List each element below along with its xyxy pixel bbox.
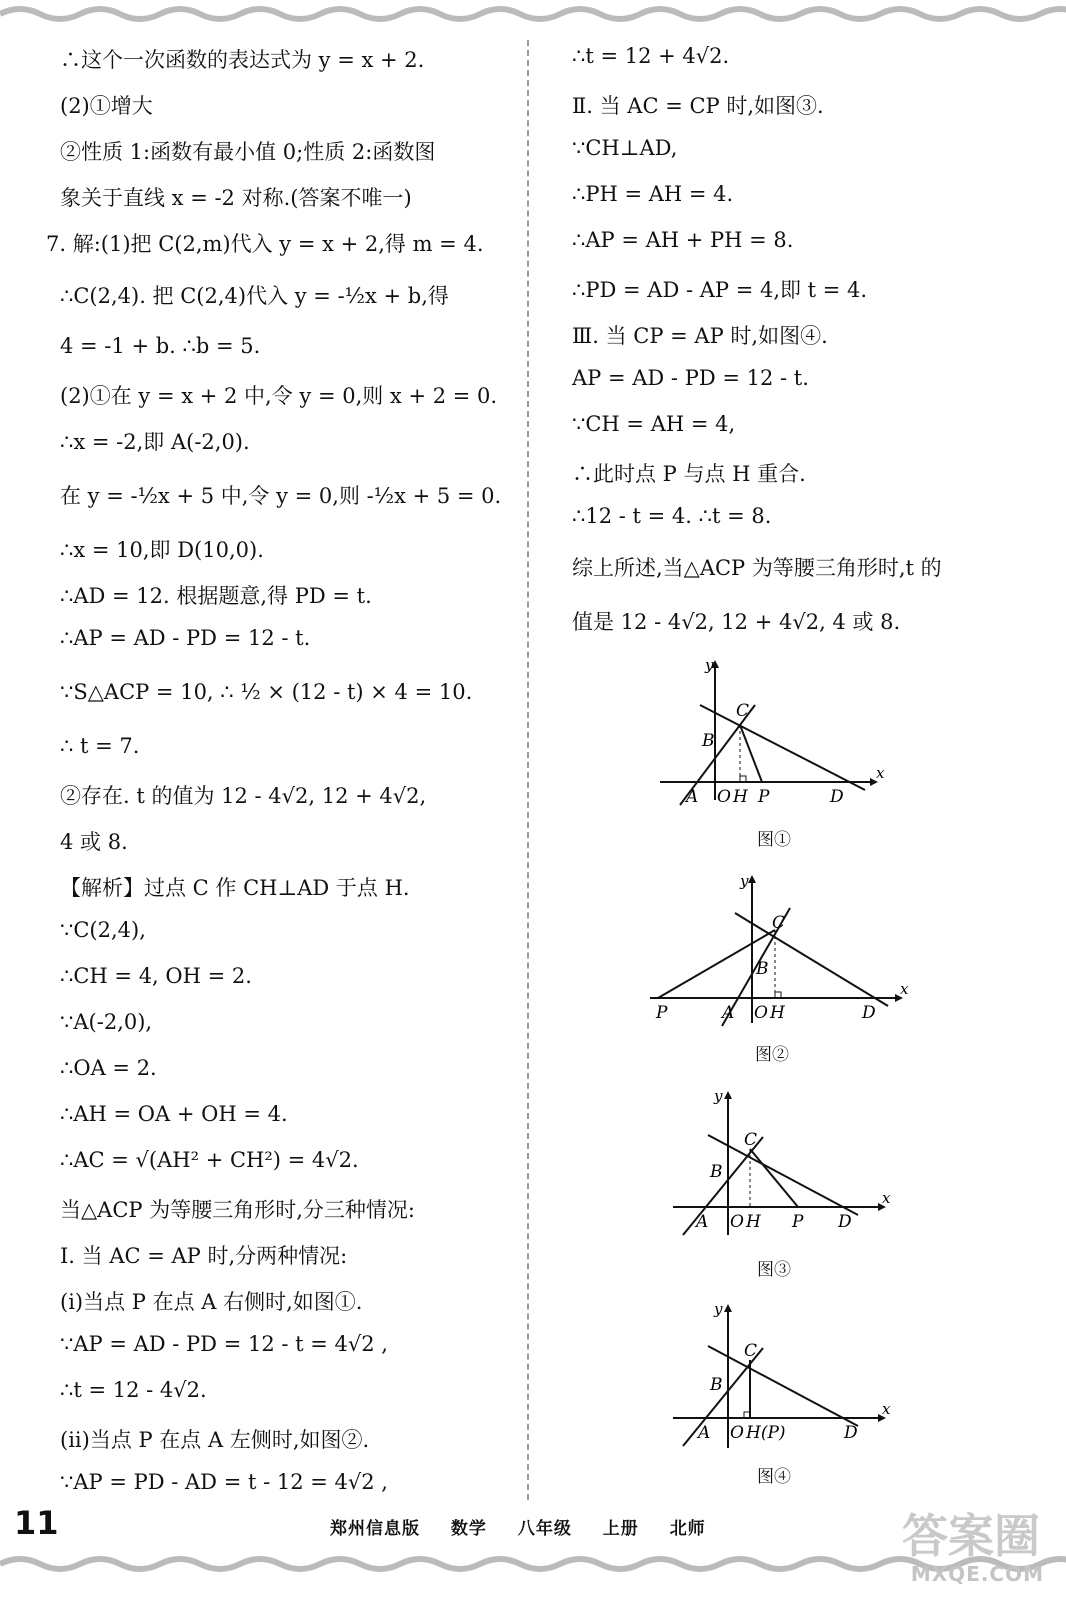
label-x: x [882,1189,891,1207]
text-line: ∴C(2,4). 把 C(2,4)代入 y = -½x + b,得 [60,284,449,308]
text-line: Ⅲ. 当 CP = AP 时,如图④. [572,324,828,348]
text-line: (2)①增大 [60,94,153,118]
text-line: ∵C(2,4), [60,918,146,942]
text-line: (ii)当点 P 在点 A 左侧时,如图②. [60,1428,370,1452]
text-line: ∴ t = 7. [60,734,140,758]
label-o: O [754,1003,768,1023]
text-line: ∵S△ACP = 10, ∴ ½ × (12 - t) × 4 = 10. [60,680,473,704]
text-line: 4 = -1 + b. ∴b = 5. [60,334,261,358]
label-y: y [714,1300,723,1318]
line-cd [700,705,865,790]
figure-3 [668,1085,898,1245]
text-line: ∵A(-2,0), [60,1010,153,1034]
figure-1-caption: 图① [757,830,791,850]
text-line: Ⅱ. 当 AC = CP 时,如图③. [572,94,824,118]
label-a: A [722,1003,735,1023]
text-line: (i)当点 P 在点 A 右侧时,如图①. [60,1290,363,1314]
figure-1 [640,650,900,810]
text-line: ∴CH = 4, OH = 2. [60,964,252,988]
top-wave-border [0,0,1066,28]
figure-2 [640,868,910,1028]
page-number: 11 [14,1504,59,1542]
text-line: ∵CH⊥AD, [572,136,678,160]
watermark-title: 答案圈 [902,1509,1040,1563]
text-line: ∵AP = PD - AD = t - 12 = 4√2 , [60,1470,388,1494]
y-arrow [724,1304,732,1312]
text-line: ∴12 - t = 4. ∴t = 8. [572,504,772,528]
label-x: x [882,1400,891,1418]
text-line: ∵AP = AD - PD = 12 - t = 4√2 , [60,1332,388,1356]
label-d: D [830,787,844,807]
text-line: ②性质 1:函数有最小值 0;性质 2:函数图 [60,140,436,164]
footer-text [330,1514,730,1539]
analysis-heading: 【解析】过点 C 作 CH⊥AD 于点 H. [60,876,410,900]
line-cd [708,1135,858,1215]
label-h: H [770,1003,785,1023]
label-y: y [705,656,714,674]
label-o: O [717,787,731,807]
label-x: x [900,980,909,998]
label-b: B [756,959,769,979]
text-line: ∴AP = AH + PH = 8. [572,228,794,252]
figure-4-caption: 图④ [757,1467,791,1487]
question-7-heading: 7. 解:(1)把 C(2,m)代入 y = x + 2,得 m = 4. [46,232,484,256]
text-line: 综上所述,当△ACP 为等腰三角形时,t 的 [572,556,942,580]
text-line: (2)①在 y = x + 2 中,令 y = 0,则 x + 2 = 0. [60,384,498,408]
label-d: D [862,1003,876,1023]
figure-2-caption: 图② [755,1045,789,1065]
figure-4 [668,1298,898,1458]
text-line: 值是 12 - 4√2, 12 + 4√2, 4 或 8. [572,610,901,634]
label-a: A [698,1423,711,1443]
label-y: y [740,872,749,890]
label-x: x [876,764,885,782]
label-p: P [792,1212,804,1232]
text-line: ∴这个一次函数的表达式为 y = x + 2. [60,48,425,72]
label-c: C [744,1341,758,1361]
label-d: D [844,1423,858,1443]
line-cp [740,725,762,782]
label-c: C [744,1130,758,1150]
label-a: A [686,787,699,807]
label-d: D [838,1212,852,1232]
text-line: AP = AD - PD = 12 - t. [572,366,809,390]
label-b: B [710,1162,723,1182]
label-y: y [714,1087,723,1105]
label-h-p: H(P) [746,1423,786,1443]
label-h: H [733,787,748,807]
footer-publisher: 北师 [669,1519,706,1539]
footer-volume: 上册 [602,1519,639,1539]
text-line: ∴x = -2,即 A(-2,0). [60,430,250,454]
label-c: C [736,701,750,721]
text-line: ∴AH = OA + OH = 4. [60,1102,288,1126]
text-line: ∴t = 12 - 4√2. [60,1378,207,1402]
text-line: ∵CH = AH = 4, [572,412,736,436]
text-line: ∴此时点 P 与点 H 重合. [572,462,806,486]
line-cd [708,1346,858,1426]
text-line: ∴PD = AD - AP = 4,即 t = 4. [572,278,868,302]
footer-edition: 郑州信息版 [330,1519,420,1539]
text-line: ∴x = 10,即 D(10,0). [60,538,264,562]
label-p: P [758,787,770,807]
text-line: 4 或 8. [60,830,128,854]
text-line: 当△ACP 为等腰三角形时,分三种情况: [60,1198,415,1222]
label-h: H [746,1212,761,1232]
line-cp [750,1149,798,1207]
text-line: ∴PH = AH = 4. [572,182,734,206]
label-b: B [702,731,715,751]
text-line: ∴AD = 12. 根据题意,得 PD = t. [60,584,372,608]
text-line: 象关于直线 x = -2 对称.(答案不唯一) [60,186,412,210]
label-o: O [730,1212,744,1232]
label-b: B [710,1375,723,1395]
label-p: P [656,1003,668,1023]
text-line: Ⅰ. 当 AC = AP 时,分两种情况: [60,1244,348,1268]
text-line: ∴t = 12 + 4√2. [572,44,730,68]
footer-grade: 八年级 [517,1519,572,1539]
watermark-url: MXQE.COM [910,1562,1044,1586]
y-arrow [724,1091,732,1099]
watermark [880,1500,1050,1590]
label-a: A [696,1212,709,1232]
text-line: ∴AP = AD - PD = 12 - t. [60,626,311,650]
text-line: ∴AC = √(AH² + CH²) = 4√2. [60,1148,359,1172]
text-line: ∴OA = 2. [60,1056,157,1080]
column-divider [527,40,529,1500]
y-arrow [748,875,756,883]
text-line: 在 y = -½x + 5 中,令 y = 0,则 -½x + 5 = 0. [60,484,502,508]
label-o: O [730,1423,744,1443]
text-line: ②存在. t 的值为 12 - 4√2, 12 + 4√2, [60,784,427,808]
figure-3-caption: 图③ [757,1260,791,1280]
label-c: C [772,913,786,933]
footer-subject: 数学 [450,1519,487,1539]
